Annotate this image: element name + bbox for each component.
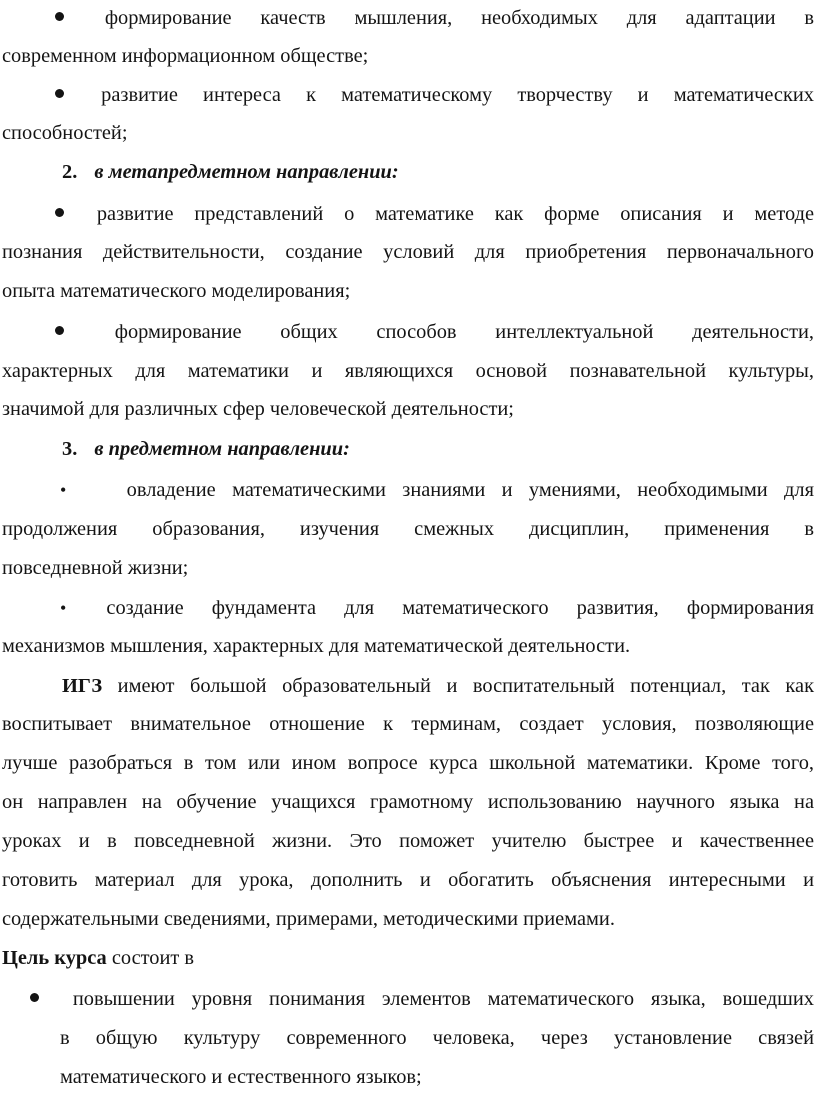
text: развитие интереса к математическому творчеству и математических [101,84,814,106]
bullet-line [60,595,814,621]
text: формирование качеств мышления, необходимых для адаптации в [104,7,814,29]
bullet-line [55,5,814,31]
section-number: 2. [62,161,78,183]
goal-line [2,945,814,971]
text-line: значимой для различных сфер человеческой деятельности; [2,398,514,420]
text-line: в общую культуру современного человека, через установление связей [60,1027,814,1049]
text-line: продолжения образования, изучения смежных дисциплин, применения в [2,518,814,540]
text-line: повседневной жизни; [2,557,189,579]
text: состоит в [111,947,195,969]
text-line: уроках и в повседневной жизни. Это поможет учителю быстрее и качественнее [2,830,814,852]
section-title: в метапредметном направлении: [94,161,399,183]
text-line: опыта математического моделирования; [2,280,351,302]
bullet-icon [55,89,64,98]
section-heading [62,436,814,462]
bullet-line [55,82,814,108]
text-line: познания действительности, создание условий для приобретения первоначального [2,241,814,263]
bullet-icon [30,993,39,1002]
section-heading [62,159,814,185]
text-line: содержательными сведениями, примерами, методическими приемами. [2,908,615,930]
bullet-line [55,201,814,227]
text-line: лучше разобраться в том или ином вопросе курса школьной математики. Кроме того, [2,752,814,774]
text: развитие представлений о математике как форме описания и методе [96,203,814,225]
text-line: способностей; [2,122,128,144]
bullet-line [60,477,814,503]
bullet-line [30,986,814,1012]
text-line: готовить материал для урока, дополнить и обогатить объяснения интересными и [2,869,814,891]
text-line: современном информационном обществе; [2,45,369,67]
text-line: математического и естественного языков; [60,1066,422,1088]
section-number: 3. [62,438,78,460]
bullet-icon [55,326,64,335]
text: овладение математическими знаниями и умениями, необходимыми для [126,479,814,501]
section-title: в предметном направлении: [94,438,350,460]
text-line: характерных для математики и являющихся основой познавательной культуры, [2,360,814,382]
text-line: воспитывает внимательное отношение к терминам, создает условия, позволяющие [2,713,814,735]
bullet-icon [55,208,64,217]
bullet-icon: • [60,598,67,618]
bullet-line [55,319,814,345]
text: формирование общих способов интеллектуальной деятельности, [114,321,814,343]
bold-lead: Цель курса [2,947,107,969]
bullet-icon [55,12,64,21]
text-line: механизмов мышления, характерных для математической деятельности. [2,635,631,657]
text: создание фундамента для математического развития, формирования [106,597,814,619]
text-line: он направлен на обучение учащихся грамотному использованию научного языка на [2,791,814,813]
bold-lead: ИГЗ [62,675,103,697]
text: повышении уровня понимания элементов математического языка, вошедших [72,988,814,1010]
paragraph-first-line [62,673,814,699]
bullet-icon: • [60,480,67,500]
text: имеют большой образовательный и воспитательный потенциал, так как [117,675,814,697]
